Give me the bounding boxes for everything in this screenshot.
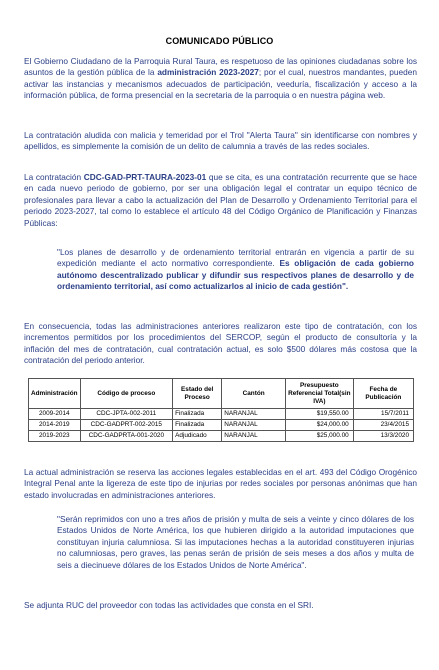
paragraph-intro [24,56,417,102]
header-fecha: Fecha de Publicación [353,379,413,409]
cell-administracion: 2019-2023 [29,431,81,442]
paragraph-legal-actions: La actual administración se reserva las acciones legales establecidas en el art. 493 del Código Orogénico Integral Penal ante la ligereza de este tipo de injurias por redes sociales por personas anónimas que han estado involucradas en administraciones anteriores. [24,467,417,500]
cell-estado: Adjudicado [173,431,222,442]
cell-presupuesto: $25,000.00 [286,431,354,442]
paragraph-intro-text-a: El Gobierno Ciudadano de la Parroquia Rural Taura, es respetuoso de las opiniones ciudadanas sobre los asuntos de la gestión pública de la [24,56,417,78]
cell-codigo: CDC-GADPRT-002-2015 [80,420,173,431]
cell-estado: Finalizada [173,409,222,420]
header-estado: Estado del Proceso [173,379,222,409]
cell-administracion: 2014-2019 [29,420,81,431]
table-row [29,420,414,431]
cell-estado: Finalizada [173,420,222,431]
paragraph-troll: La contratación aludida con malicia y temeridad por el Trol "Alerta Taura" sin identificarse con nombres y apellidos, es simplemente la comisión de un delito de calumnia a través de las redes sociales. [24,130,417,152]
quote-article-493: "Serán reprimidos con uno a tres años de prisión y multa de seis a veinte y cinco dólares de los Estados Unidos de Norte América, los que hubieren dirigido a la autoridad imputaciones que constituyan injuria calumniosa. Si las imputaciones hechas a la autoridad constituyeren injurias no calumniosas, pero graves, las penas serán de prisión de seis meses a dos años y multa de seis a diecinueve dólares de los Estados Unidos de Norte América". [57,514,414,570]
quote-article-48 [57,247,414,293]
header-presupuesto: Presupuesto Referencial Total(sin IVA) [286,379,354,409]
cell-fecha: 13/3/2020 [353,431,413,442]
contracts-table [28,378,414,442]
cell-presupuesto: $19,550.00 [286,409,354,420]
document-title: COMUNICADO PÚBLICO [165,36,274,46]
cell-canton: NARANJAL [222,409,286,420]
cell-fecha: 23/4/2015 [353,420,413,431]
administration-period: administración 2023-2027 [157,67,259,78]
cell-codigo: CDC-GADPRTA-001-2020 [80,431,173,442]
cell-canton: NARANJAL [222,431,286,442]
table-header-row [29,379,414,409]
header-codigo: Código de proceso [80,379,173,409]
cell-fecha: 15/7/2011 [353,409,413,420]
paragraph-contract [24,172,417,229]
contract-code: CDC-GAD-PRT-TAURA-2023-01 [83,172,207,182]
table-row [29,409,414,420]
table-row [29,431,414,442]
quote-article-48-text-bold: Es obligación de cada gobierno autónomo descentralizado publicar y difundir sus respectivos planes de desarrollo y de ordenamiento territorial, así como actualizarlos al inicio de cada gestión". [57,258,414,292]
cell-canton: NARANJAL [222,420,286,431]
paragraph-consequence: En consecuencia, todas las administraciones anteriores realizaron este tipo de contratación, con los incrementos permitidos por los procedimientos del SERCOP, según el producto de consultoría y la inflación del mes de contratación, cual contratación actual, es solo $500 dólares más costosa que la contratación del periodo anterior. [24,321,417,366]
header-administracion: Administración [29,379,81,409]
paragraph-intro-text-c: ; por el cual, nuestros mandantes, pueden activar las instancias y mecanismos adecuados de participación, veeduría, fiscalización y acceso a la información pública, de forma presencial en la secretaria de la parroquia o en nuestra página web. [24,67,417,101]
cell-administracion: 2009-2014 [29,409,81,420]
cell-presupuesto: $24,000.00 [286,420,354,431]
header-canton: Cantón [222,379,286,409]
quote-article-48-text-a: "Los planes de desarrollo y de ordenamiento territorial entrarán en vigencia a partir de su expedición mediante el acto normativo correspondiente. [57,247,414,269]
paragraph-contract-text-a: La contratación [24,172,84,182]
paragraph-contract-text-c: que se cita, es una contratación recurrente que se hace en cada nuevo periodo de gobierno, por ser una obligación legal el contratar un equipo técnico de profesionales para llevar a cabo la actualización del Plan de Desarrollo y Ordenamiento Territorial para el periodo 2023-2027, tal como lo establece el artículo 48 del Código Orgánico de Planificación y Finanzas Públicas: [24,172,417,228]
paragraph-attachment: Se adjunta RUC del proveedor con todas las actividades que consta en el SRI. [24,600,314,610]
cell-codigo: CDC-JPTA-002-2011 [80,409,173,420]
